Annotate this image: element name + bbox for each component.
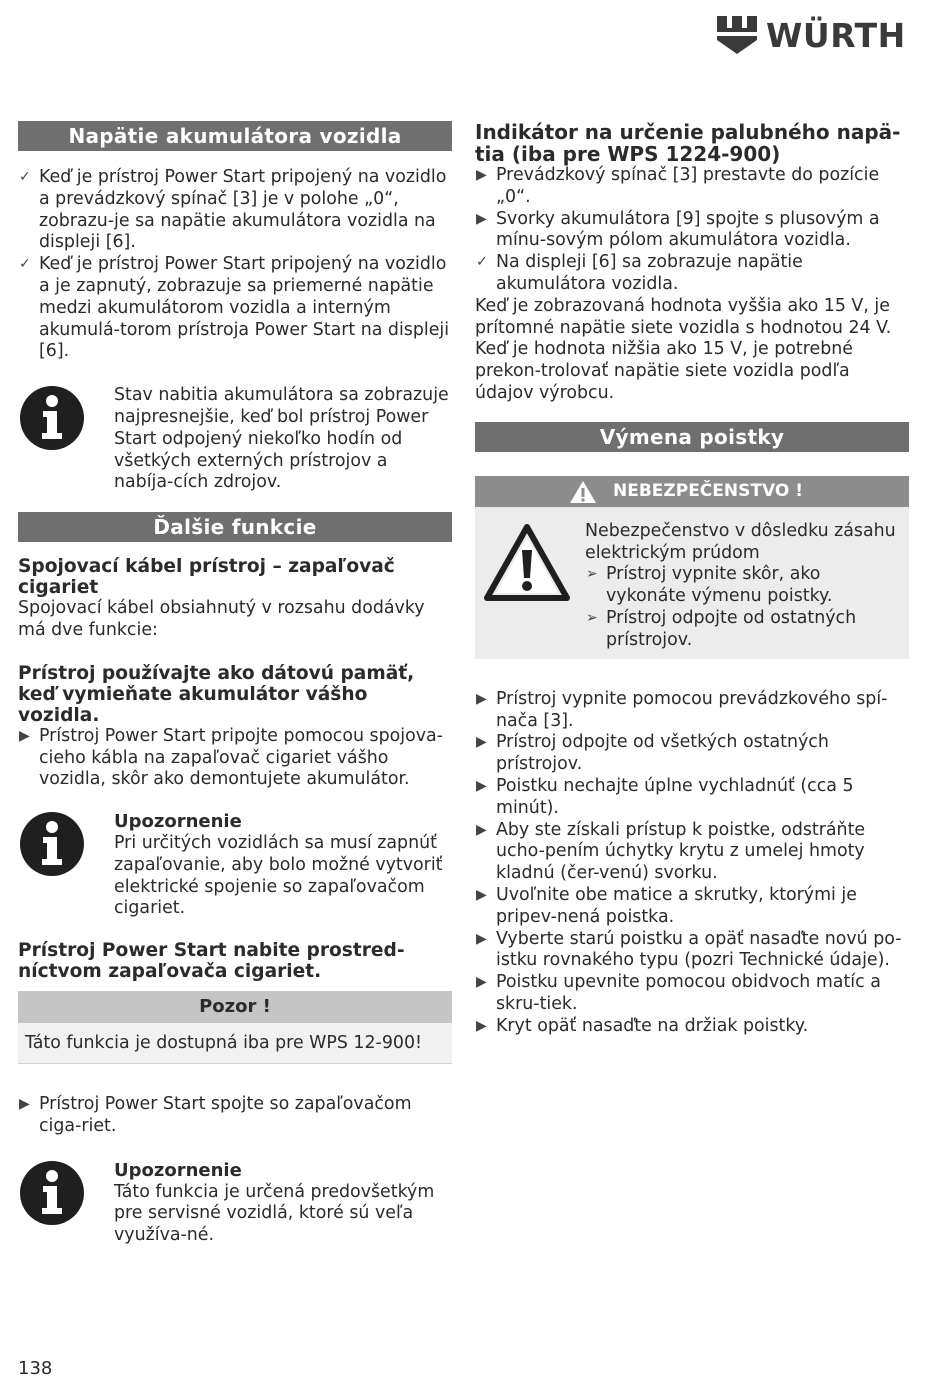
arrow-bullet-icon: ▶ <box>476 734 487 751</box>
list-item: ▶ Kryt opäť nasaďte na držiak poistky. <box>476 1015 809 1036</box>
note-text: Stav nabitia akumulátora sa zobrazuje najpresnejšie, keď bol prístroj Power Start odpojený niekoľko hodín od všetkých externých prístrojov a nabíja-cích zdrojov. <box>114 385 449 493</box>
arrow-bullet-icon: ▶ <box>19 1096 30 1113</box>
danger-title: NEBEZPEČENSTVO ! <box>613 480 803 501</box>
arrow-bullet-icon: ▶ <box>19 727 30 744</box>
arrow-bullet-icon: ▶ <box>476 886 487 903</box>
warning-triangle-icon <box>484 524 570 602</box>
arrow-bullet-icon: ▶ <box>476 1017 487 1034</box>
arrow-bullet-icon: ▶ <box>476 974 487 991</box>
list-item: ▶ Poistku nechajte úplne vychladnúť (cca 5 minút). <box>476 775 854 818</box>
check-icon: ✓ <box>476 254 488 271</box>
arrow-bullet-icon: ▶ <box>476 690 487 707</box>
note-text: Pri určitých vozidlách sa musí zapnúť zapaľovanie, aby bolo možné vytvoriť elektrické spojenie so zapaľovačom cigariet. <box>114 832 443 919</box>
subheading-charge: Prístroj Power Start nabite prostred-níctvom zapaľovača cigariet. <box>18 940 405 983</box>
caution-title: Pozor ! <box>18 991 452 1023</box>
arrow-bullet-icon: ▶ <box>476 167 487 183</box>
info-note <box>18 811 452 920</box>
list-item: ▶ Prístroj odpojte od všetkých ostatných prístrojov. <box>476 732 829 775</box>
danger-body <box>475 507 909 659</box>
paragraph: Keď je zobrazovaná hodnota vyššia ako 15 V, je prítomné napätie siete vozidla s hodnotou 24 V. Keď je hodnota nižšia ako 15 V, je potrebné prekon-trolovať napätie siete vozidla podľa údajov výrobcu. <box>475 295 892 403</box>
check-icon: ✓ <box>19 169 31 185</box>
danger-text: Nebezpečenstvo v dôsledku zásahu elektrickým prúdom <box>585 520 896 563</box>
section-title-fuse-replacement: Výmena poistky <box>475 422 909 452</box>
note-title: Upozornenie <box>114 1159 242 1181</box>
subheading-cable: Spojovací kábel prístroj – zapaľovač cigariet <box>18 556 395 599</box>
arrow-bullet-icon: ▶ <box>476 930 487 947</box>
list-item: ▶ Prístroj Power Start spojte so zapaľovačom ciga-riet. <box>19 1094 412 1136</box>
section-title-battery-voltage: Napätie akumulátora vozidla <box>18 121 452 151</box>
arrow-bullet-icon: ▶ <box>476 821 487 838</box>
right-column <box>475 121 909 1038</box>
section-title-other-functions: Ďalšie funkcie <box>18 512 452 542</box>
warning-icon <box>569 480 597 504</box>
check-icon: ✓ <box>19 256 31 273</box>
wurth-logo <box>716 14 912 56</box>
list-item: ▶ Vyberte starú poistku a opäť nasaďte novú po-istku rovnakého typu (pozri Technické údaje). <box>476 928 902 971</box>
list-item: ▶ Uvoľnite obe matice a skrutky, ktorými je pripev-nená poistka. <box>476 884 857 927</box>
list-item: ✓ Keď je prístroj Power Start pripojený na vozidlo a prevádzkový spínač [3] je v polohe „0“, zobrazu-je sa napätie akumulátora vozidla na displeji [6]. <box>19 167 447 253</box>
note-title: Upozornenie <box>114 811 242 833</box>
arrow-bullet-icon: ▶ <box>476 210 487 227</box>
subheading-data-memory: Prístroj používajte ako dátovú pamäť, keď vymieňate akumulátor vášho vozidla. <box>18 662 415 726</box>
paragraph: Spojovací kábel obsiahnutý v rozsahu dodávky má dve funkcie: <box>18 598 425 640</box>
list-item: ▶ Poistku upevnite pomocou obidvoch matíc a skru-tiek. <box>476 972 881 1014</box>
danger-header <box>475 476 909 507</box>
note-text: Táto funkcia je určená predovšetkým pre servisné vozidlá, ktoré sú veľa využíva-né. <box>114 1181 435 1246</box>
caution-text: Táto funkcia je dostupná iba pre WPS 12-900! <box>18 1023 452 1064</box>
wurth-logo-icon <box>716 14 758 56</box>
info-note <box>18 1160 452 1248</box>
chevron-right-icon: ➢ <box>586 609 598 626</box>
info-icon <box>19 385 85 451</box>
list-item: ▶ Prístroj Power Start pripojte pomocou spojova-cieho kábla na zapaľovač cigariet vášho vozidla, skôr ako demontujete akumulátor. <box>19 725 443 790</box>
list-item: ▶ Prevádzkový spínač [3] prestavte do pozície „0“. <box>476 165 880 207</box>
caution-box <box>18 991 452 1064</box>
arrow-bullet-icon: ▶ <box>476 777 487 794</box>
brand-name: WÜRTH <box>766 16 906 55</box>
list-item: ✓ Keď je prístroj Power Start pripojený na vozidlo a je zapnutý, zobrazuje sa priemerné napätie medzi akumulátorom vozidla a interným akumulá-torom prístroja Power Start na displeji [6]. <box>19 254 450 362</box>
list-item: ▶ Svorky akumulátora [9] spojte s plusovým a mínu-sovým pólom akumulátora vozidla. <box>476 208 880 251</box>
info-note <box>18 385 452 494</box>
left-column <box>18 121 452 1248</box>
subheading-voltage-indicator: Indikátor na určenie palubného napä-tia (iba pre WPS 1224-900) <box>475 120 901 166</box>
list-item: ▶ Aby ste získali prístup k poistke, odstráňte ucho-pením úchytky krytu z umelej hmoty kladnú (čer-venú) svorku. <box>476 819 866 884</box>
list-item: ➢ Prístroj vypnite skôr, ako vykonáte výmenu poistky. <box>586 564 833 607</box>
page-number: 138 <box>18 1358 53 1379</box>
danger-box <box>475 476 909 659</box>
list-item: ➢ Prístroj odpojte od ostatných prístrojov. <box>586 607 857 650</box>
chevron-right-icon: ➢ <box>586 566 598 583</box>
list-item: ✓ Na displeji [6] sa zobrazuje napätie akumulátora vozidla. <box>476 252 803 294</box>
list-item: ▶ Prístroj vypnite pomocou prevádzkového spí-nača [3]. <box>476 688 888 731</box>
info-icon <box>19 1160 85 1226</box>
info-icon <box>19 811 85 877</box>
